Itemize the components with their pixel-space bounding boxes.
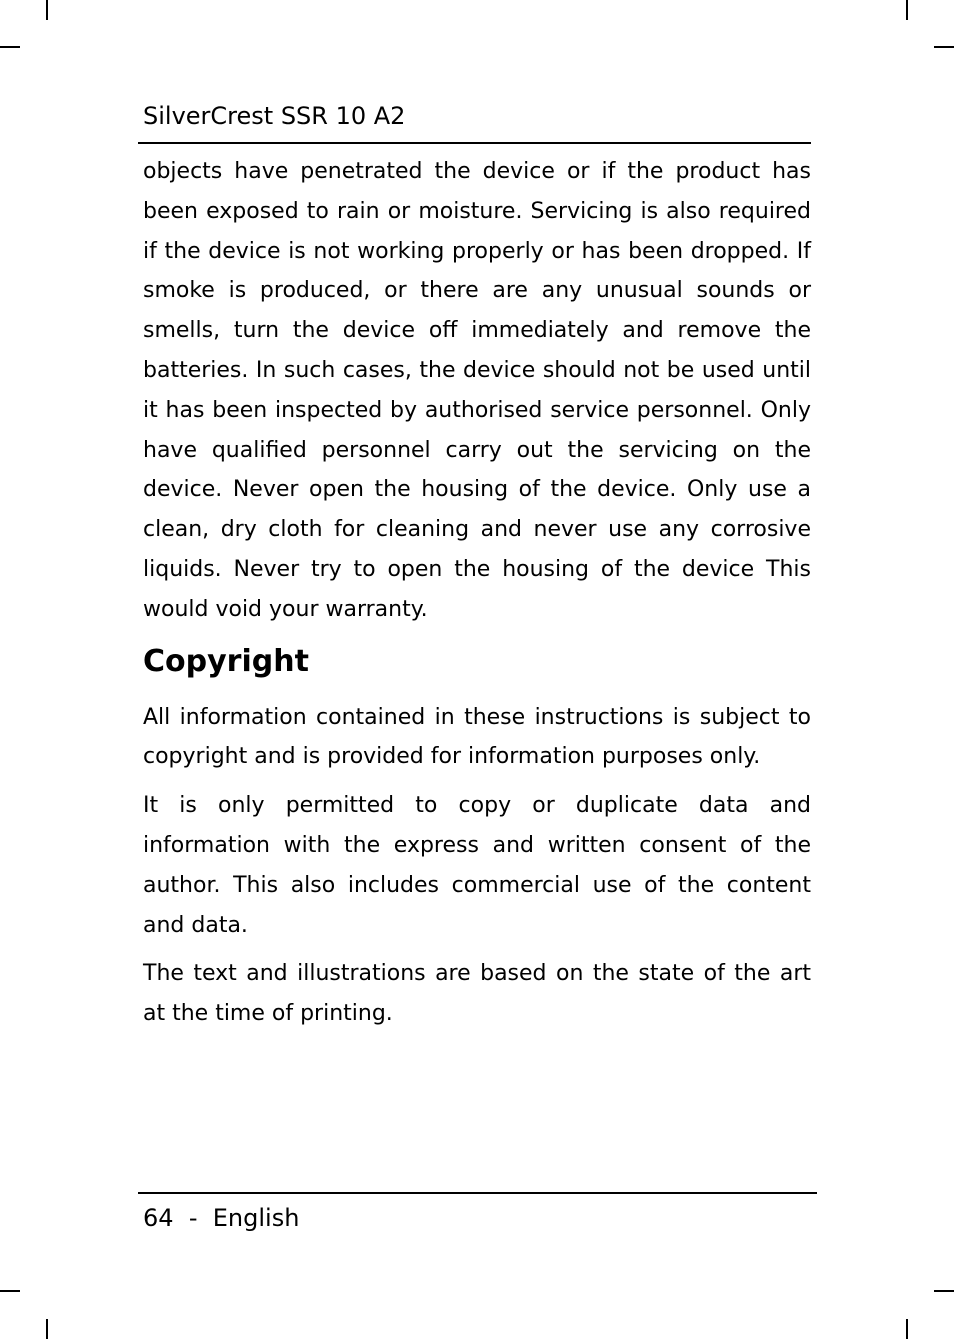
crop-mark-bottom-right xyxy=(906,1319,908,1339)
crop-mark-top-right xyxy=(906,0,908,20)
crop-mark-top-right-horizontal xyxy=(934,46,954,48)
intro-paragraph: objects have penetrated the device or if the product has been exposed to rain or moisture. Servicing is also required if the device is not working properly or has been dropped. If smoke is produced, or there are any unusual sounds or smells, turn the device off immediately and remove the batteries. In such cases, the device should not be used until it has been inspected by authorised service personnel. Only have qualified personnel carry out the servicing on the device. Never open the housing of the device. Only use a clean, dry cloth for cleaning and never use any corrosive liquids. Never try to open the housing of the device This would void your warranty. xyxy=(143,159,811,622)
footer-language: English xyxy=(212,1204,300,1232)
crop-mark-bottom-left-horizontal xyxy=(0,1290,20,1292)
crop-mark-bottom-right-horizontal xyxy=(934,1290,954,1292)
page-header: SilverCrest SSR 10 A2 xyxy=(143,102,406,130)
header-divider xyxy=(138,142,811,144)
page-number: 64 xyxy=(143,1204,174,1232)
crop-mark-top-left-horizontal xyxy=(0,46,20,48)
crop-mark-bottom-left xyxy=(46,1319,48,1339)
footer-divider xyxy=(138,1192,817,1194)
crop-mark-top-left xyxy=(46,0,48,20)
page-footer xyxy=(143,1200,299,1236)
copyright-paragraph-1: All information contained in these instructions is subject to copyright and is provided for information purposes only. xyxy=(143,704,811,770)
copyright-paragraph-2: It is only permitted to copy or duplicate data and information with the express and written consent of the author. This also includes commercial use of the content and data. xyxy=(143,793,811,938)
copyright-paragraph-3: The text and illustrations are based on the state of the art at the time of printing. xyxy=(143,961,811,1027)
section-heading: Copyright xyxy=(143,643,309,679)
page-content xyxy=(143,152,811,1034)
footer-separator: - xyxy=(188,1204,198,1232)
